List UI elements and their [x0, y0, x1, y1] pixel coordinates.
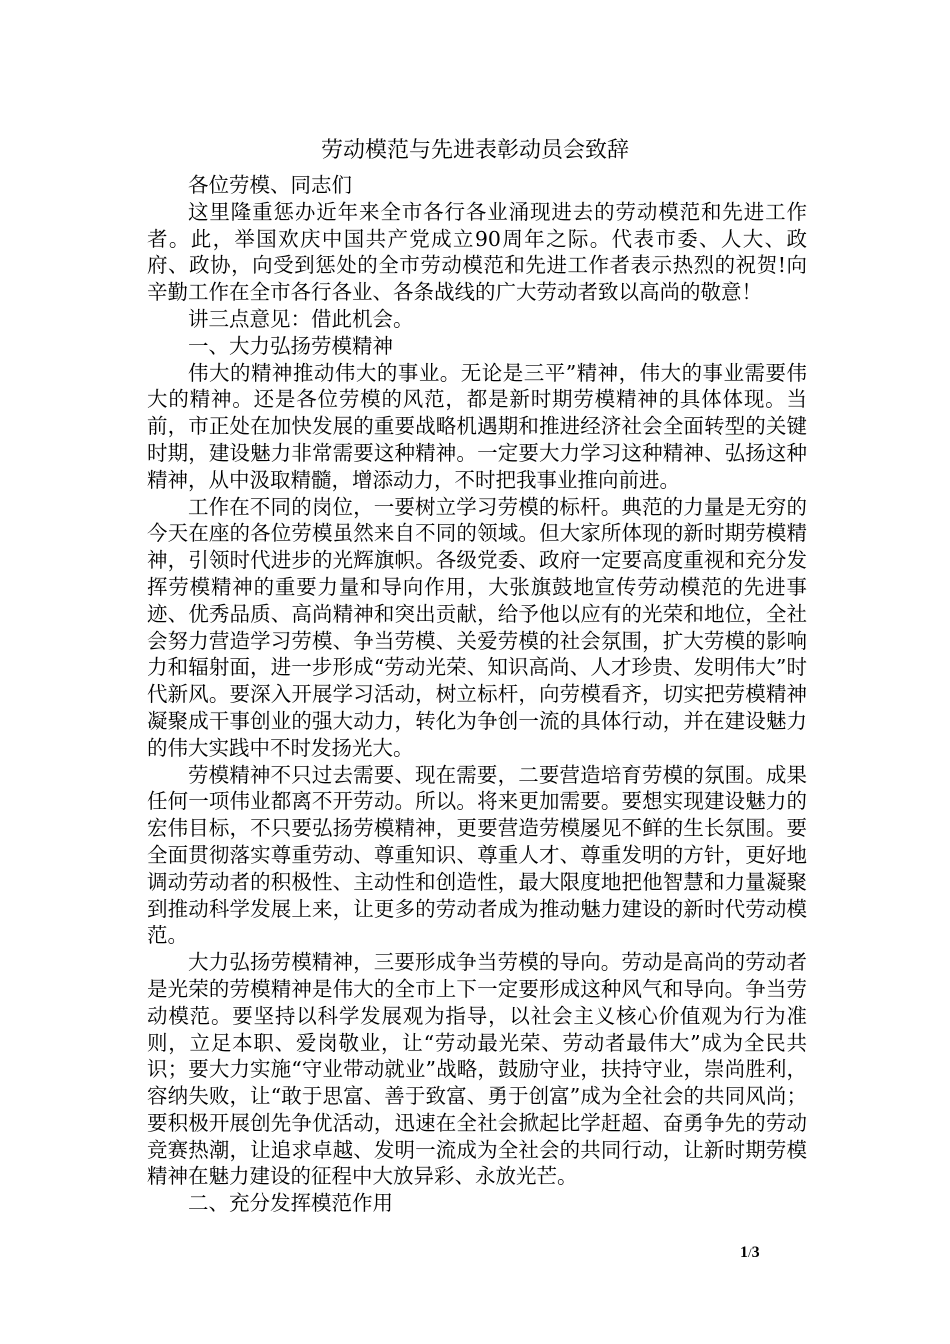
page-separator: / — [748, 1245, 752, 1260]
paragraph-orientation: 大力弘扬劳模精神，三要形成争当劳模的导向。劳动是高尚的劳动者是光荣的劳模精神是伟大的全市上下一定要形成这种风气和导向。争当劳动模范。要坚持以科学发展观为指导，以社会主义核心价值观为行为准则，立足本职、爱岗敬业，让“劳动最光荣、劳动者最伟大”成为全民共识；要大力实施“守业带动就业”战略，鼓励守业，扶持守业，崇尚胜利，容纳失败，让“敢于思富、善于致富、勇于创富”成为全社会的共同风尚；要积极开展创先争优活动，迅速在全社会掀起比学赶超、奋勇争先的劳动竞赛热潮，让追求卓越、发明一流成为全社会的共同行动，让新时期劳模精神在魅力建设的征程中大放异彩、永放光芒。 — [147, 950, 807, 1189]
page-current: 1 — [740, 1244, 748, 1261]
page-number — [740, 1244, 760, 1262]
paragraph-atmosphere: 劳模精神不只过去需要、现在需要，二要营造培育劳模的氛围。成果任何一项伟业都离不开劳动。所以。将来更加需要。要想实现建设魅力的宏伟目标，不只要弘扬劳模精神，更要营造劳模屡见不鲜的生长氛围。要全面贯彻落实尊重劳动、尊重知识、尊重人才、尊重发明的方针，更好地调动劳动者的积极性、主动性和创造性，最大限度地把他智慧和力量凝聚到推动科学发展上来，让更多的劳动者成为推动魅力建设的新时代劳动模范。 — [147, 762, 807, 948]
page-total: 3 — [751, 1244, 760, 1261]
document-body — [147, 172, 807, 1217]
document-title: 劳动模范与先进表彰动员会致辞 — [320, 138, 629, 163]
paragraph-spirit: 伟大的精神推动伟大的事业。无论是三平”精神，伟大的事业需要伟大的精神。还是各位劳模的风范，都是新时期劳模精神的具体体现。当前，市正处在加快发展的重要战略机遇期和推进经济社会全面转型的关键时期，建设魅力非常需要这种精神。一定要大力学习这种精神、弘扬这种精神，从中汲取精髓，增添动力，不时把我事业推向前进。 — [147, 360, 807, 492]
paragraph-salutation: 各位劳模、同志们 — [188, 173, 352, 197]
paragraph-intro: 讲三点意见：借此机会。 — [188, 306, 414, 331]
section-heading-2: 二、充分发挥模范作用 — [188, 1191, 393, 1216]
section-heading-1: 一、大力弘扬劳模精神 — [188, 333, 393, 358]
paragraph-benchmark: 工作在不同的岗位，一要树立学习劳模的标杆。典范的力量是无穷的今天在座的各位劳模虽然来自不同的领域。但大家所体现的新时期劳模精神，引领时代进步的光辉旗帜。各级党委、政府一定要高度重视和充分发挥劳模精神的重要力量和导向作用，大张旗鼓地宣传劳动模范的先进事迹、优秀品质、高尚精神和突出贡献，给予他以应有的光荣和地位，全社会努力营造学习劳模、争当劳模、关爱劳模的社会氛围，扩大劳模的影响力和辐射面，进一步形成“劳动光荣、知识高尚、人才珍贵、发明伟大”时代新风。要深入开展学习活动，树立标杆，向劳模看齐，切实把劳模精神凝聚成干事创业的强大动力，转化为争创一流的具体行动，并在建设魅力的伟大实践中不时发扬光大。 — [147, 494, 807, 760]
paragraph-opening: 这里隆重惩办近年来全市各行各业涌现进去的劳动模范和先进工作者。此，举国欢庆中国共产党成立90周年之际。代表市委、人大、政府、政协，向受到惩处的全市劳动模范和先进工作者表示热烈的祝贺!向辛勤工作在全市各行各业、各条战线的广大劳动者致以高尚的敬意！ — [147, 199, 807, 305]
